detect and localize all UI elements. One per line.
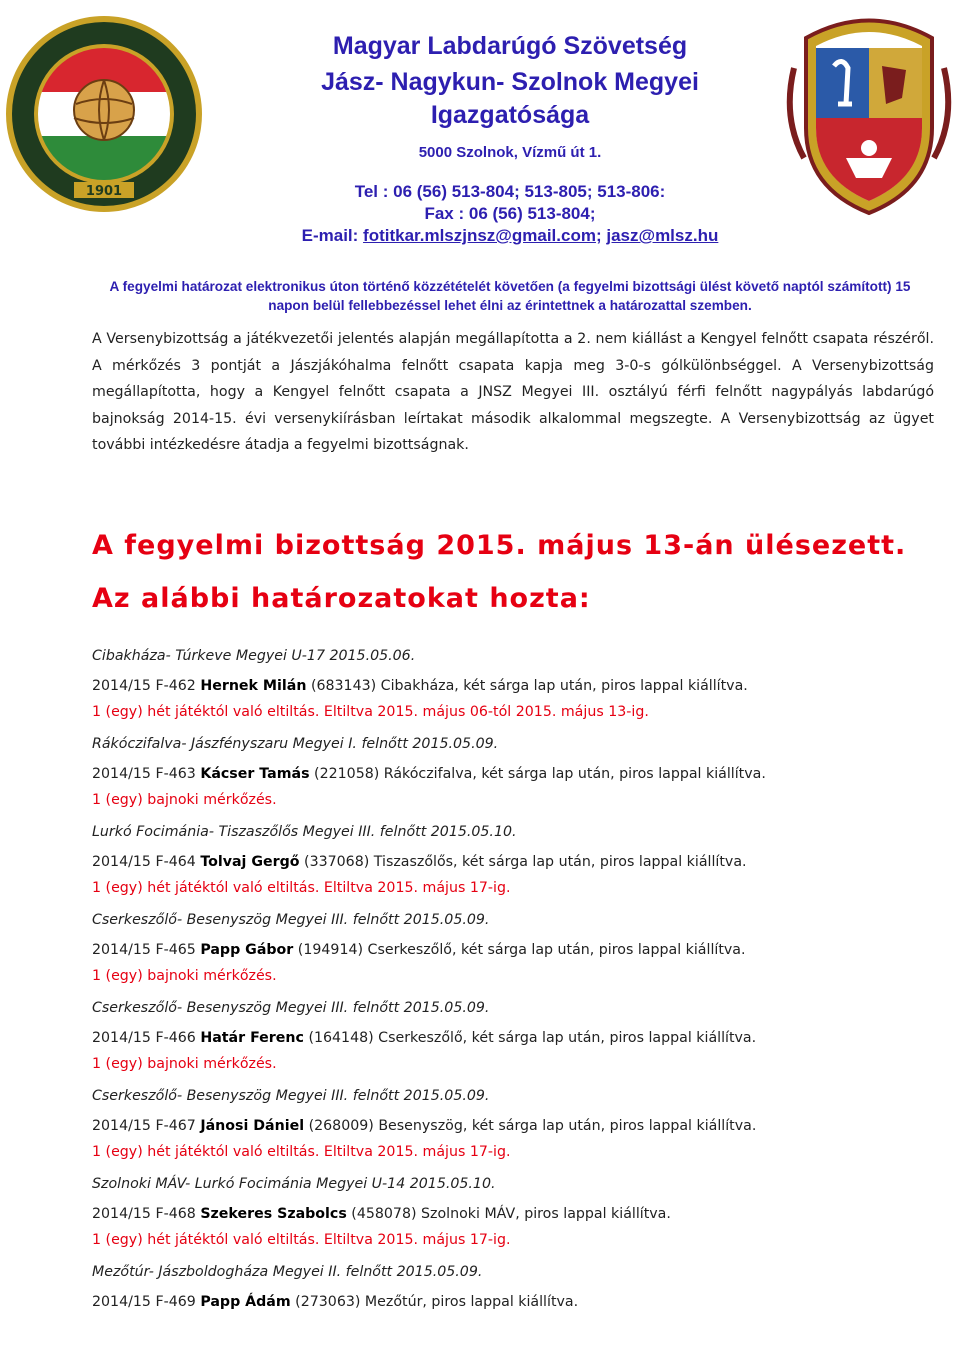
decision-entry bbox=[92, 1264, 952, 1352]
case-code: 2014/15 F-467 bbox=[92, 1118, 201, 1134]
case-line bbox=[92, 854, 747, 870]
case-detail: (458078) Szolnoki MÁV, piros lappal kiállítva. bbox=[346, 1206, 671, 1222]
case-code: 2014/15 F-462 bbox=[92, 678, 201, 694]
match-title: Cserkeszőlő- Besenyszög Megyei III. felnőtt 2015.05.09. bbox=[92, 912, 490, 928]
match-title: Cserkeszőlő- Besenyszög Megyei III. felnőtt 2015.05.09. bbox=[92, 1000, 490, 1016]
player-name: Hernek Milán bbox=[200, 678, 307, 694]
sanction: 1 (egy) hét játéktól való eltiltás. Eltiltva 2015. május 17-ig. bbox=[92, 1144, 511, 1160]
county-coat-of-arms-icon bbox=[786, 8, 952, 218]
logo-left-year: 1901 bbox=[85, 184, 123, 199]
telephone: Tel : 06 (56) 513-804; 513-805; 513-806: bbox=[354, 182, 666, 201]
org-name-line3: Igazgatósága bbox=[430, 101, 590, 129]
player-name: Jánosi Dániel bbox=[200, 1118, 305, 1134]
match-title: Cibakháza- Túrkeve Megyei U-17 2015.05.06. bbox=[92, 648, 416, 664]
match-title: Lurkó Focimánia- Tiszaszőlős Megyei III. felnőtt 2015.05.10. bbox=[92, 824, 517, 840]
case-code: 2014/15 F-469 bbox=[92, 1294, 201, 1310]
sanction: 1 (egy) bajnoki mérkőzés. bbox=[92, 968, 277, 984]
player-name: Papp Gábor bbox=[200, 942, 294, 958]
case-detail: (164148) Cserkeszőlő, két sárga lap után, piros lappal kiállítva. bbox=[303, 1030, 757, 1046]
fax: Fax : 06 (56) 513-804; bbox=[424, 204, 596, 223]
case-code: 2014/15 F-464 bbox=[92, 854, 201, 870]
federation-logo-icon bbox=[4, 14, 204, 214]
email-link-1[interactable]: fotitkar.mlszjnsz@gmail.com bbox=[363, 226, 596, 245]
player-name: Papp Ádám bbox=[200, 1294, 291, 1310]
decision-entry bbox=[92, 736, 952, 824]
player-name: Kácser Tamás bbox=[200, 766, 310, 782]
address: 5000 Szolnok, Vízmű út 1. bbox=[418, 144, 602, 161]
email-separator: ; bbox=[595, 226, 607, 245]
sanction: 1 (egy) hét játéktól való eltiltás. Eltiltva 2015. május 17-ig. bbox=[92, 1232, 511, 1248]
case-line bbox=[92, 766, 766, 782]
decision-entry bbox=[92, 824, 952, 912]
case-line bbox=[92, 1206, 671, 1222]
case-line bbox=[92, 1294, 578, 1310]
case-detail: (194914) Cserkeszőlő, két sárga lap után, piros lappal kiállítva. bbox=[293, 942, 746, 958]
sanction: 1 (egy) hét játéktól való eltiltás. Eltiltva 2015. május 06-tól 2015. május 13-ig. bbox=[92, 704, 649, 720]
case-detail: (221058) Rákóczifalva, két sárga lap után, piros lappal kiállítva. bbox=[309, 766, 766, 782]
match-title: Mezőtúr- Jászboldogháza Megyei II. felnőtt 2015.05.09. bbox=[92, 1264, 483, 1280]
email-link-2[interactable]: jasz@mlsz.hu bbox=[606, 226, 719, 245]
decision-entry bbox=[92, 648, 952, 736]
decision-entry bbox=[92, 1000, 952, 1088]
session-heading: A fegyelmi bizottság 2015. május 13-án ülésezett. bbox=[92, 530, 907, 561]
case-line bbox=[92, 942, 746, 958]
appeal-notice: A fegyelmi határozat elektronikus úton történő közzétételét követően (a fegyelmi bizottsági ülést követő naptól számított) 15 napon belül fellebbezéssel lehet élni az érintettnek a határozattal szemben. bbox=[109, 279, 911, 313]
case-code: 2014/15 F-465 bbox=[92, 942, 201, 958]
player-name: Határ Ferenc bbox=[200, 1030, 304, 1046]
match-title: Rákóczifalva- Jászfényszaru Megyei I. felnőtt 2015.05.09. bbox=[92, 736, 499, 752]
sanction: 1 (egy) bajnoki mérkőzés. bbox=[92, 1056, 277, 1072]
org-name-line1: Magyar Labdarúgó Szövetség bbox=[332, 32, 688, 60]
decision-list bbox=[92, 648, 952, 1352]
decision-entry bbox=[92, 912, 952, 1000]
case-code: 2014/15 F-466 bbox=[92, 1030, 201, 1046]
case-detail: (268009) Besenyszög, két sárga lap után, piros lappal kiállítva. bbox=[304, 1118, 757, 1134]
player-name: Tolvaj Gergő bbox=[200, 854, 300, 870]
email-line bbox=[200, 226, 820, 246]
email-label: E-mail: bbox=[301, 226, 364, 245]
match-title: Cserkeszőlő- Besenyszög Megyei III. felnőtt 2015.05.09. bbox=[92, 1088, 490, 1104]
case-code: 2014/15 F-468 bbox=[92, 1206, 201, 1222]
match-title: Szolnoki MÁV- Lurkó Focimánia Megyei U-14 2015.05.10. bbox=[92, 1176, 496, 1192]
player-name: Szekeres Szabolcs bbox=[200, 1206, 347, 1222]
case-line bbox=[92, 678, 748, 694]
competition-committee-paragraph: A Versenybizottság a játékvezetői jelentés alapján megállapította a 2. nem kiállást a Kengyel felnőtt csapata részéről. A mérkőzés 3 pontját a Jászjákóhalma felnőtt csapata kapja meg 3-0-s gólkülönbséggel. A Versenybizottság megállapította, hogy a Kengyel felnőtt csapata a JNSZ Megyei III. osztályú férfi felnőtt nagypályás labdarúgó bajnokság 2014-15. évi versenykiírásban leírtakat második alkalommal megszegte. A Versenybizottság az ügyet további intézkedésre átadja a fegyelmi bizottságnak. bbox=[92, 331, 934, 453]
sanction: 1 (egy) hét játéktól való eltiltás. Eltiltva 2015. május 17-ig. bbox=[92, 880, 511, 896]
decision-entry bbox=[92, 1176, 952, 1264]
case-detail: (337068) Tiszaszőlős, két sárga lap után, piros lappal kiállítva. bbox=[299, 854, 747, 870]
case-line bbox=[92, 1118, 756, 1134]
letterhead bbox=[0, 0, 960, 320]
case-line bbox=[92, 1030, 756, 1046]
case-code: 2014/15 F-463 bbox=[92, 766, 201, 782]
case-detail: (273063) Mezőtúr, piros lappal kiállítva. bbox=[290, 1294, 579, 1310]
decision-entry bbox=[92, 1088, 952, 1176]
decisions-heading: Az alábbi határozatokat hozta: bbox=[92, 583, 591, 614]
org-name-line2: Jász- Nagykun- Szolnok Megyei bbox=[321, 68, 699, 96]
sanction: 1 (egy) bajnoki mérkőzés. bbox=[92, 792, 277, 808]
case-detail: (683143) Cibakháza, két sárga lap után, piros lappal kiállítva. bbox=[306, 678, 748, 694]
